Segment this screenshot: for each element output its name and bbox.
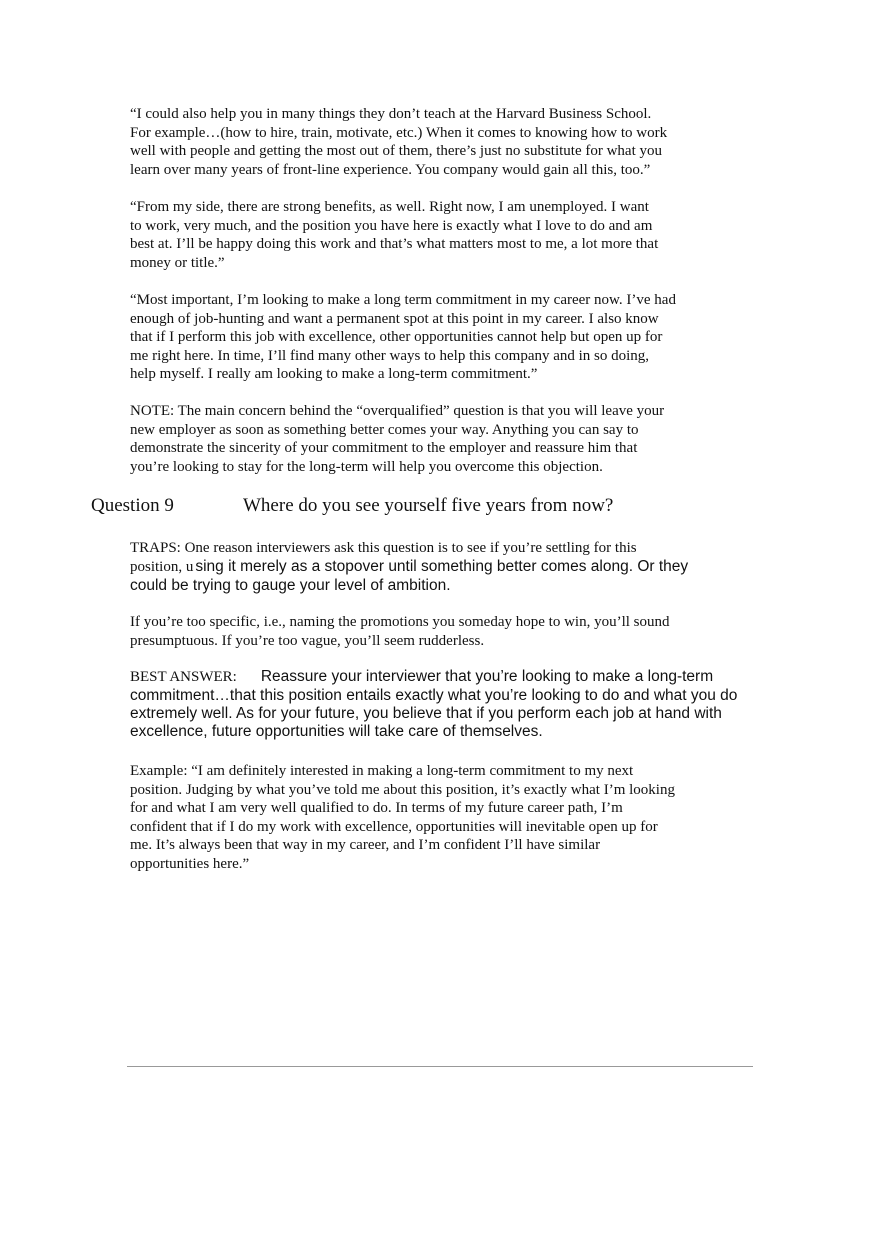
text-line: NOTE: The main concern behind the “overqualified” question is that you will leave your	[130, 403, 665, 419]
footer-divider	[127, 1066, 753, 1067]
text-line: “From my side, there are strong benefits, as well. Right now, I am unemployed. I want	[130, 199, 649, 215]
text-line: Example: “I am definitely interested in making a long-term commitment to my next	[130, 763, 634, 779]
text-line: me right here. In time, I’ll find many other ways to help this company and in so doing,	[130, 347, 650, 364]
text-line: position. Judging by what you’ve told me about this position, it’s exactly what I’m looking	[130, 781, 675, 798]
text-line: me. It’s always been that way in my career, and I’m confident I’ll have similar	[130, 837, 601, 853]
text-fragment-sans: sing it merely as a stopover until something better comes along. Or they	[195, 557, 689, 575]
text-line: excellence, future opportunities will take care of themselves.	[130, 723, 543, 740]
paragraph-harvard	[130, 105, 667, 179]
paragraph-note	[130, 402, 664, 476]
question-text: Where do you see yourself five years from now?	[243, 495, 614, 516]
text-line: well with people and getting the most out of them, there’s just no substitute for what you	[130, 143, 663, 159]
text-line: “I could also help you in many things they don’t teach at the Harvard Business School.	[130, 106, 652, 122]
text-line: to work, very much, and the position you have here is exactly what I love to do and am	[130, 217, 653, 234]
text-line: If you’re too specific, i.e., naming the promotions you someday hope to win, you’ll sound	[130, 614, 670, 630]
text-line: “Most important, I’m looking to make a long term commitment in my career now. I’ve had	[130, 292, 676, 308]
text-line-mixed	[130, 668, 737, 687]
text-line: new employer as soon as something better comes your way. Anything you can say to	[130, 421, 639, 438]
text-line: TRAPS: One reason interviewers ask this question is to see if you’re settling for this	[130, 540, 637, 556]
question-label: Question 9	[91, 495, 174, 516]
text-fragment-serif: position, u	[130, 558, 194, 575]
text-line: extremely well. As for your future, you believe that if you perform each job at hand with	[130, 705, 722, 722]
text-line: you’re looking to stay for the long-term will help you overcome this objection.	[130, 458, 603, 475]
text-line: For example…(how to hire, train, motivate, etc.) When it comes to knowing how to work	[130, 124, 668, 141]
paragraph-example	[130, 762, 675, 873]
text-line: enough of job-hunting and want a permanent spot at this point in my career. I also know	[130, 310, 659, 327]
paragraph-best-answer	[130, 668, 737, 741]
text-line: confident that if I do my work with excellence, opportunities will inevitable open up for	[130, 818, 658, 835]
text-line: commitment…that this position entails exactly what you’re looking to do and what you do	[130, 687, 738, 704]
text-line: could be trying to gauge your level of ambition.	[130, 576, 451, 594]
text-line: money or title.”	[130, 254, 225, 271]
text-line: demonstrate the sincerity of your commitment to the employer and reassure him that	[130, 440, 638, 456]
text-line-mixed	[130, 558, 688, 577]
best-answer-label: BEST ANSWER:	[130, 669, 237, 685]
text-line: best at. I’ll be happy doing this work and that’s what matters most to me, a lot more that	[130, 236, 659, 252]
text-fragment-sans: Reassure your interviewer that you’re looking to make a long-term	[260, 668, 714, 685]
text-line: learn over many years of front-line experience. You company would gain all this, too.”	[130, 161, 651, 178]
text-line: for and what I am very well qualified to do. In terms of my future career path, I’m	[130, 800, 623, 816]
paragraph-specific	[130, 613, 670, 650]
text-line: help myself. I really am looking to make a long-term commitment.”	[130, 366, 538, 382]
paragraph-benefits	[130, 198, 658, 272]
text-line: that if I perform this job with excellence, other opportunities cannot help but open up for	[130, 329, 663, 345]
text-line: opportunities here.”	[130, 855, 250, 872]
text-line: presumptuous. If you’re too vague, you’ll seem rudderless.	[130, 632, 485, 649]
paragraph-commitment	[130, 291, 676, 384]
paragraph-traps	[130, 539, 688, 595]
